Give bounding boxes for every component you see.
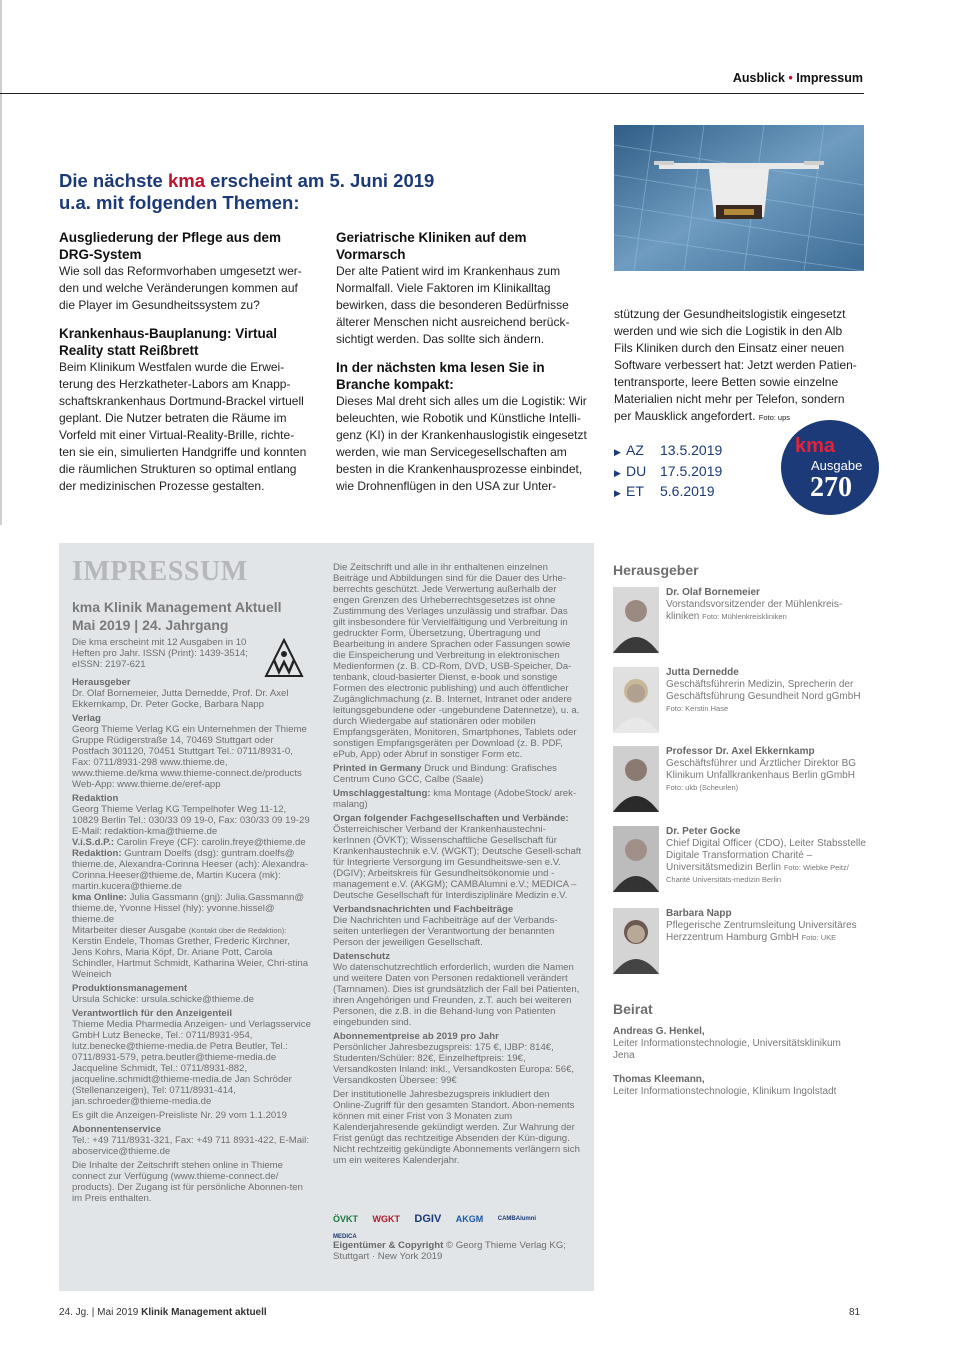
- logo-ovkt: ÖVKT: [333, 1213, 359, 1224]
- column-1: [59, 230, 307, 495]
- column-2: [336, 230, 588, 495]
- logo-medica: MEDICA: [333, 1233, 357, 1240]
- impressum-col-1: Herausgeber Dr. Olaf Bornemeier, Jutta Dernedde, Prof. Dr. Axel Ekkernkamp, Dr. Peter Gocke, Barbara Napp Verlag Georg Thieme Verlag KG ein Unternehmen der Thieme Gruppe Rüdigerstraße 14, 70469 Stuttgart oder Postfach 301120, 70451 Stuttgart Tel.: 0711/8931-0, Fax: 0711/8931-298 www.thieme.de, www.thieme.de/kma www.thieme-connect.de/products Web-App: www.thieme.de/eref-app Redaktion Georg Thieme Verlag KG Tempelhofer Weg 11-12, 10829 Berlin Tel.: 030/33 09 19-0, Fax: 030/33 09 19-29 E-Mail: redaktion-kma@thieme.de V.i.S.d.P.: Carolin Freye (CF): carolin.freye@thieme.de Redaktion: Guntram Doelfs (dsg): guntram.doelfs@ thieme.de, Alexandra-Corinna Heeser (ach): Alexandra-Corinna.Heeser@thieme.de, Martin Kucera (mk): martin.kucera@thieme.de kma Online: Julia Gassmann (gnj): Julia.Gassmann@ thieme.de, Yvonne Hissel (hly): yvonne.hissel@ thieme.de Mitarbeiter dieser Ausgabe (Kontakt über die Redaktion): Kerstin Endele, Thomas Grether, Frederic Kirchner, Jens Kohrs, Maria Köpf, Dr. Ariane Pott, Carola Schindler, Hartmut Schmidt, Katharina Weier, Chri-stina Weineich Produktionsmanagement Ursula Schicke: ursula.schicke@thieme.de Verantwortlich für den Anzeigenteil Thieme Media Pharmedia Anzeigen- und Verlagsservice GmbH Lutz Benecke, Tel.: 0711/8931-954, lutz.benecke@thieme-media.de Petra Beutler, Tel.: 0711/8931-579, petra.beutler@thieme-media.de Jacqueline Schmidt, Tel.: 0711/8931-882, jacqueline.schmidt@thieme-media.de Jan Schröder (Stellenanzeigen), Tel: 0711/8931-414, jan.schroeder@thieme-media.de Es gilt die Anzeigen-Preisliste Nr. 29 vom 1.1.2019 Abonnentenservice Tel.: +49 711/8931-321, Fax: +49 711 8931-422, E-Mail: aboservice@thieme.de Die Inhalte der Zeitschrift stehen online in Thieme connect zur Verfügung (www.thieme-connect.de/ products). Der Zugang ist für persönliche Abonnen-ten im Preis enthalten.: [72, 677, 311, 1204]
- margin-line: [0, 0, 2, 525]
- impressum-subtitle: kma Klinik Management Aktuell Mai 2019 | 24. Jahrgang: [72, 599, 282, 633]
- impressum-intro: Die kma erscheint mit 12 Ausgaben in 10 Heften pro Jahr. ISSN (Print): 1439-3514; eISSN: 2197-621: [72, 637, 248, 670]
- date-row: ▶ ET 5.6.2019: [614, 482, 722, 503]
- portrait: [613, 587, 659, 653]
- article-title: Geriatrische Kliniken auf dem Vormarsch: [336, 230, 527, 262]
- portrait: [613, 667, 659, 733]
- logo-wgkt: WGKT: [372, 1213, 400, 1224]
- portrait: [613, 746, 659, 812]
- beirat-list: Andreas G. Henkel, Leiter Informationstechnologie, Universitätsklinikum Jena Thomas Kleemann, Leiter Informationstechnologie, Klinikum Ingolstadt: [613, 1026, 841, 1097]
- issue-badge: kma Ausgabe 270: [781, 420, 879, 515]
- logo-akgm: AKGM: [455, 1213, 484, 1224]
- association-logos: [333, 1210, 573, 1240]
- thieme-logo-icon: [264, 638, 304, 678]
- date-row: ▶ AZ 13.5.2019: [614, 441, 722, 462]
- herausgeber-heading: Herausgeber: [613, 562, 699, 578]
- portrait: [613, 908, 659, 974]
- article-title: In der nächsten kma lesen Sie in Branche kompakt:: [336, 360, 545, 392]
- header-rule: [0, 93, 864, 94]
- page-number: 81: [849, 1307, 861, 1318]
- triangle-icon: ▶: [614, 467, 621, 478]
- triangle-icon: ▶: [614, 447, 621, 457]
- drone-photo: [614, 125, 864, 271]
- article-text: Beim Klinikum Westfalen wurde die Erwei-terung des Herzkatheter-Labors am Knapp-schaftskrankenhaus Dortmund-Brackel virtuell geplant. Die Nutzer betraten die Räume im Vorfeld mit einer Virtual-Reality-Brille, richte-ten sie ein, simulierten Handgriffe und konnten die räumlichen Strukturen so optimal entlang der medizinischen Prozesse gestalten.: [59, 360, 307, 493]
- article-text: Dieses Mal dreht sich alles um die Logistik: Wir beleuchten, wie Robotik und Künstliche Intelli-genz (KI) in der Krankenhauslogistik eingesetzt werden, wie man Servicegesellschaften am besten in die Krankenhausprozesse einbindet, wie Drohnenflügen in den USA zur Unter-: [336, 394, 587, 493]
- beirat-heading: Beirat: [613, 1001, 653, 1017]
- copyright: Eigentümer & Copyright © Georg Thieme Verlag KG; Stuttgart · New York 2019: [333, 1240, 566, 1262]
- logo-camb: CAMBAlumni: [497, 1215, 537, 1222]
- page-footer: 24. Jg. | Mai 2019 Klinik Management aktuell: [59, 1307, 267, 1318]
- impressum-title: IMPRESSUM: [72, 556, 248, 587]
- logo-dgiv: DGIV: [414, 1212, 442, 1225]
- preview-headline: Die nächste kma erscheint am 5. Juni 2019 u.a. mit folgenden Themen:: [59, 170, 435, 213]
- impressum-col-2: Die Zeitschrift und alle in ihr enthaltenen einzelnen Beiträge und Abbildungen sind für die Dauer des Urhe-berrechts geschützt. Jede Verwertung außerhalb der engen Grenzen des Urheberrechtsgesetzes ist ohne Zustimmung des Verlages unzulässig und strafbar. Das gilt insbesondere für Vervielfältigung und Verbreitung in gedruckter Form, Übersetzung, Übertragung und Bearbeitung in andere Sprachen oder Fassungen sowie die Einspeicherung und Verbreitung in elektronischen Medienformen (z. B. CD-Rom, DVD, USB-Speicher, Da-tenbank, cloud-basierter Dienst, e-book und sonstige Formen des electronic publishing) und auch öffentlicher Zugänglichmachung (z. B. Internet, Intranet oder andere leitungsgebundene oder -ungebundene Datennetze), u. a. durch Wiedergabe auf stationären oder mobilen Empfangsgeräten, Monitoren, Smartphones, Tablets oder sonstigen Empfangsgeräten per Download (z. B. PDF, ePub, App) oder Abruf in sonstiger Form etc. Printed in Germany Druck und Bindung: Grafisches Centrum Cuno GCC, Calbe (Saale) Umschlaggestaltung: kma Montage (AdobeStock/ arek-malang) Organ folgender Fachgesellschaften und Verbände: Österreichischer Verband der Krankenhaustechni-kerInnen (ÖVKT); Wissenschaftliche Gesellschaft für Krankenhaustechnik e.V. (WGKT); Deutsche Gesell-schaft für Integrierte Versorgung im Gesundheitswe-sen e.V. (DGIV); Arbeitskreis für Gesundheitsökonomie und -management e.V. (AKGM); CAMBAlumni e.V.; MEDICA – Deutsche Gesellschaft für Interdisziplinäre Medizin e.V. Verbandsnachrichten und Fachbeiträge Die Nachrichten und Fachbeiträge auf der Verbands-seiten unterliegen der Verantwortung der benannten Person der jeweiligen Gesellschaft. Datenschutz Wo datenschutzrechtlich erforderlich, wurden die Namen und weitere Daten von Personen redaktionell verändert (Tarnnamen). Dies ist grundsätzlich der Fall bei Patienten, ihren Angehörigen und Freunden, z.T. auch bei weiteren Personen, die z.B. in die Behand-lung von Patienten eingebunden sind. Abonnementpreise ab 2019 pro Jahr Persönlicher Jahresbezugspreis: 175 €, IJBP: 814€, Studenten/Schüler: 82€, Einzelheftpreis: 19€, Versandkosten Inland: inkl., Versandkosten Europa: 56€, Versandkosten Übersee: 99€ Der institutionelle Jahresbezugspreis inkludiert den Online-Zugriff für den gesamten Standort. Abon-nements können mit einer Frist von 3 Monaten zum Kalenderjahresende gekündigt werden. Zur Wahrung der Frist genügt das rechtzeitige Absenden der Kün-digung. Nicht rechtzeitig gekündigte Abonnements verlängern sich um ein weiteres Kalenderjahr.: [333, 562, 582, 1166]
- triangle-icon: ▶: [614, 488, 621, 498]
- continuation-text: stützung der Gesundheitslogistik eingesetzt werden und wie sich die Logistik in den Alb Fils Kliniken durch den Einsatz einer neuen Software verbessert hat: Jetzt werden Patien-tentransporte, leere Betten sowie einzelne Materialien nicht mehr per Telefon, sondern per Mausklick angefordert. Foto: ups: [614, 307, 857, 423]
- issue-dates: [614, 441, 722, 503]
- article-text: Wie soll das Reformvorhaben umgesetzt wer-den und welche Veränderungen kommen auf die Player im Gesundheitssystem zu?: [59, 264, 302, 312]
- portrait: [613, 826, 659, 892]
- date-row: ▶ DU 17.5.2019: [614, 462, 722, 483]
- section-label: Ausblick • Impressum: [732, 71, 863, 85]
- article-text: Der alte Patient wird im Krankenhaus zum Normalfall. Viele Faktoren im Klinikalltag bewirken, dass die besonderen Bedürfnisse älterer Menschen nicht ausreichend berück-sichtigt werden. Das sollte sich ändern.: [336, 264, 570, 346]
- article-title: Krankenhaus-Bauplanung: Virtual Reality statt Reißbrett: [59, 326, 278, 358]
- article-title: Ausgliederung der Pflege aus dem DRG-System: [59, 230, 282, 262]
